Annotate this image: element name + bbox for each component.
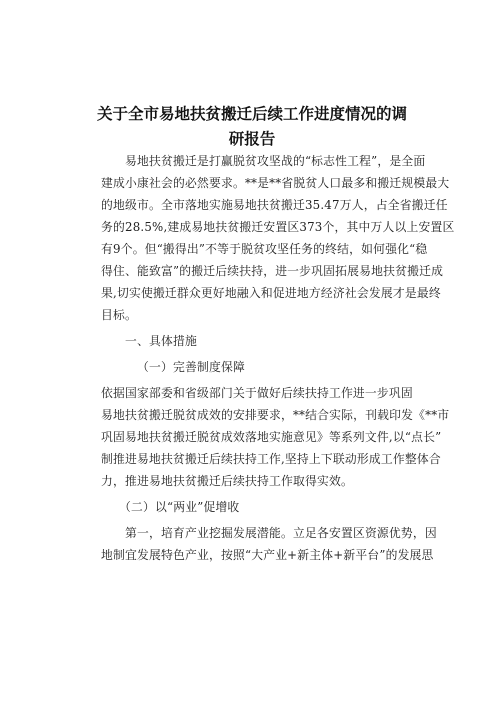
paragraph-measures — [101, 382, 450, 492]
subsection-heading — [101, 496, 406, 518]
title-line: 关于全市易地扶贫搬迁后续工作进度情况的调 — [96, 105, 407, 123]
paragraph-line: 得住、能致富”的搬迁后续扶持，进一步巩固拓展易地扶贫搬迁成 — [101, 264, 444, 278]
paragraph-line: 力，推进易地扶贫搬迁后续扶持工作取得实效。 — [101, 474, 353, 488]
paragraph-line: 巩固易地扶贫搬迁脱贫成效落地实施意见》等系列文件,以“点长” — [101, 430, 442, 444]
subsection-heading — [101, 356, 406, 378]
heading-text: （二）以“两业”促增收 — [119, 500, 240, 514]
paragraph-line: 地制宜发展特色产业，按照“大产业+新主体+新平台”的发展思 — [101, 548, 434, 562]
paragraph-industry — [101, 522, 437, 566]
document-body — [101, 150, 455, 566]
heading-text: （一）完善制度保障 — [137, 360, 245, 374]
section-heading — [101, 330, 406, 352]
paragraph-line: 果,切实使搬迁群众更好地融入和促进地方经济社会发展才是最终 — [101, 286, 441, 300]
title-line: 研报告 — [228, 130, 276, 148]
heading-text: 一、具体措施 — [125, 334, 197, 348]
paragraph-line: 有9个。但“搬得出”不等于脱贫攻坚任务的终结，如何强化“稳 — [101, 242, 428, 256]
paragraph-line: 易地扶贫搬迁是打赢脱贫攻坚战的“标志性工程”，是全面 — [125, 154, 426, 168]
paragraph-line: 目标。 — [101, 308, 137, 322]
paragraph-intro — [101, 150, 455, 326]
paragraph-line: 建成小康社会的必然要求。**是**省脱贫人口最多和搬迁规模最大 — [101, 176, 450, 190]
paragraph-line: 的地级市。全市落地实施易地扶贫搬迁35.47万人，占全省搬迁任 — [101, 198, 448, 212]
document-title — [92, 102, 412, 152]
paragraph-line: 易地扶贫搬迁脱贫成效的安排要求，**结合实际，刊载印发《**市 — [101, 408, 450, 422]
paragraph-line: 务的28.5%,建成易地扶贫搬迁安置区373个，其中万人以上安置区 — [101, 220, 455, 234]
paragraph-line: 依据国家部委和省级部门关于做好后续扶持工作进一步巩固 — [101, 386, 413, 400]
paragraph-line: 第一，培育产业挖掘发展潜能。立足各安置区资源优势，因 — [125, 526, 437, 540]
paragraph-line: 制推进易地扶贫搬迁后续扶持工作,坚持上下联动形成工作整体合 — [101, 452, 441, 466]
